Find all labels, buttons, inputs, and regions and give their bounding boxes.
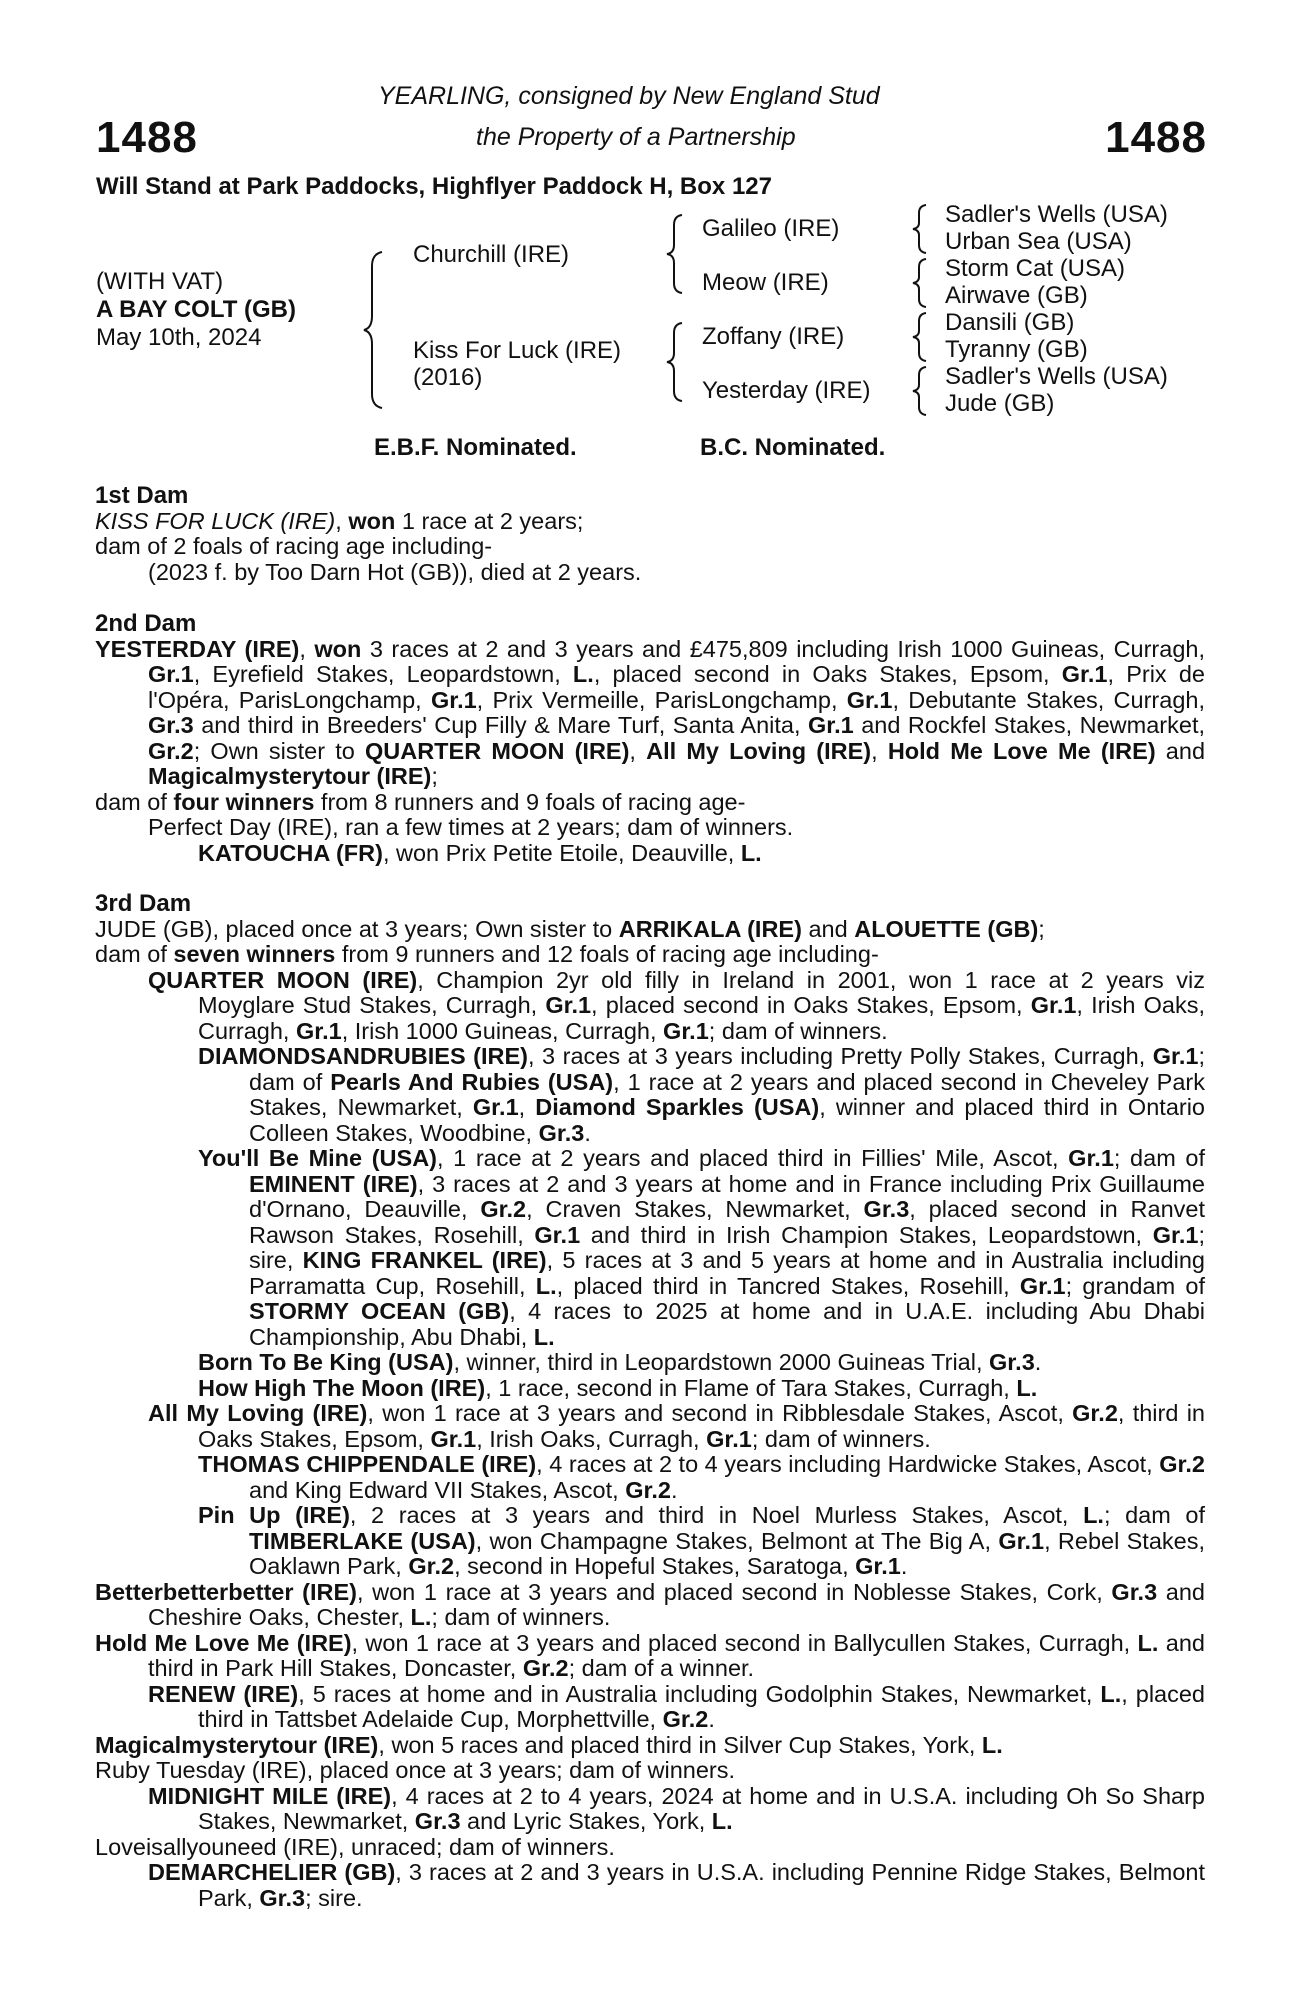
ggp-4: Airwave (GB) bbox=[945, 282, 1088, 309]
ggp-8: Jude (GB) bbox=[945, 390, 1055, 417]
lot-number-right: 1488 bbox=[1105, 113, 1207, 162]
second-dam-section bbox=[95, 611, 1205, 866]
brace-dam bbox=[664, 321, 688, 403]
second-dam-produce: dam of four winners from 8 runners and 9 foals of racing age- bbox=[95, 788, 746, 815]
stand-location: Will Stand at Park Paddocks, Highflyer Paddock H, Box 127 bbox=[96, 173, 772, 200]
ggp-3: Storm Cat (USA) bbox=[945, 255, 1126, 282]
entry-all-my-loving: All My Loving (IRE), won 1 race at 3 years and second in Ribblesdale Stakes, Ascot, Gr.2, third in Oaks Stakes, Epsom, Gr.1, Irish Oaks, Curragh, Gr.1; dam of winners. bbox=[148, 1400, 1206, 1452]
first-dam-won: won bbox=[348, 507, 396, 534]
ggp-2: Urban Sea (USA) bbox=[945, 228, 1132, 255]
brace-parents bbox=[360, 250, 390, 410]
first-dam-name: KISS FOR LUCK (IRE) bbox=[95, 507, 336, 534]
ggp-5: Dansili (GB) bbox=[945, 309, 1075, 336]
property-line: the Property of a Partnership bbox=[476, 123, 796, 151]
entry-renew: RENEW (IRE), 5 races at home and in Australia including Godolphin Stakes, Newmarket, L., placed third in Tattsbet Adelaide Cup, Morphettville, Gr.2. bbox=[148, 1680, 1205, 1732]
brace-sire bbox=[664, 213, 688, 295]
second-dam-title: 2nd Dam bbox=[95, 610, 197, 637]
brace-ggp-3 bbox=[910, 311, 932, 363]
third-dam-produce: dam of seven winners from 9 runners and 12 foals of racing age including- bbox=[95, 941, 879, 967]
second-dam-record: YESTERDAY (IRE), won 3 races at 2 and 3 years and £475,809 including Irish 1000 Guineas, Curragh, Gr.1, Eyrefield Stakes, Leopardstown, L., placed second in Oaks Stakes, Epsom, Gr.1, Prix de l'Opéra, ParisLongchamp, Gr.1, Prix Vermeille, ParisLongchamp, Gr.1, Debutante Stakes, Curragh, Gr.3 and third in Breeders' Cup Filly & Mare Turf, Santa Anita, Gr.1 and Rockfel Stakes, Newmarket, Gr.2; Own sister to QUARTER MOON (IRE), All My Loving (IRE), Hold Me Love Me (IRE) and Magicalmysterytour (IRE); bbox=[95, 635, 1206, 789]
entry-hold-me-love-me: Hold Me Love Me (IRE), won 1 race at 3 years and placed second in Ballycullen Stakes, Curragh, L. and third in Park Hill Stakes, Doncaster, Gr.2; dam of a winner. bbox=[95, 1629, 1205, 1681]
horse-name: A BAY COLT (GB) bbox=[96, 296, 297, 323]
brace-ggp-1 bbox=[910, 203, 932, 255]
second-dam-grandfoal: KATOUCHA (FR), won Prix Petite Etoile, Deauville, L. bbox=[198, 839, 762, 866]
sire-dam: Meow (IRE) bbox=[702, 269, 829, 296]
entry-demarchelier: DEMARCHELIER (GB), 3 races at 2 and 3 years in U.S.A. including Pennine Ridge Stakes, Belmont Park, Gr.3; sire. bbox=[148, 1859, 1205, 1911]
third-dam-section bbox=[95, 891, 1205, 1911]
consignor-line: YEARLING, consigned by New England Stud bbox=[378, 82, 880, 110]
first-dam-section bbox=[95, 483, 1205, 585]
third-dam-title: 3rd Dam bbox=[95, 890, 192, 917]
horse-dob: May 10th, 2024 bbox=[96, 324, 262, 351]
ggp-6: Tyranny (GB) bbox=[945, 336, 1088, 363]
first-dam-line: KISS FOR LUCK (IRE), won 1 race at 2 years; bbox=[95, 507, 584, 534]
entry-youll-be-mine: You'll Be Mine (USA), 1 race at 2 years and placed third in Fillies' Mile, Ascot, Gr.1; dam of EMINENT (IRE), 3 races at 2 and 3 years at home and in France including Prix Guillaume d'Ornano, Deauville, Gr.2, Craven Stakes, Newmarket, Gr.3, placed second in Ranvet Rawson Stakes, Rosehill, Gr.1 and third in Irish Champion Stakes, Leopardstown, Gr.1; sire, KING FRANKEL (IRE), 5 races at 3 and 5 years at home and in Australia including Parramatta Cup, Rosehill, L., placed third in Tancred Stakes, Rosehill, Gr.1; grandam of STORMY OCEAN (GB), 4 races to 2025 at home and in U.A.E. including Abu Dhabi Championship, Abu Dhabi, L. bbox=[198, 1145, 1205, 1350]
bc-nominated: B.C. Nominated. bbox=[700, 434, 886, 461]
entry-how-high-the-moon: How High The Moon (IRE), 1 race, second in Flame of Tara Stakes, Curragh, L. bbox=[198, 1374, 1038, 1401]
brace-ggp-2 bbox=[910, 257, 932, 309]
entry-betterbetterbetter: Betterbetterbetter (IRE), won 1 race at 3 years and placed second in Noblesse Stakes, Cork, Gr.3 and Cheshire Oaks, Chester, L.; dam of winners. bbox=[95, 1578, 1205, 1630]
first-dam-title: 1st Dam bbox=[95, 482, 189, 509]
entry-born-to-be-king: Born To Be King (USA), winner, third in Leopardstown 2000 Guineas Trial, Gr.3. bbox=[198, 1349, 1042, 1375]
entry-ruby-tuesday: Ruby Tuesday (IRE), placed once at 3 years; dam of winners. bbox=[95, 1757, 736, 1783]
first-dam-foal: (2023 f. by Too Darn Hot (GB)), died at 2 years. bbox=[148, 558, 642, 585]
dam-dam: Yesterday (IRE) bbox=[702, 377, 871, 404]
ebf-nominated: E.B.F. Nominated. bbox=[374, 434, 577, 461]
entry-quarter-moon: QUARTER MOON (IRE), Champion 2yr old filly in Ireland in 2001, won 1 race at 2 years viz Moyglare Stud Stakes, Curragh, Gr.1, placed second in Oaks Stakes, Epsom, Gr.1, Irish Oaks, Curragh, Gr.1, Irish 1000 Guineas, Curragh, Gr.1; dam of winners. bbox=[148, 966, 1205, 1044]
brace-ggp-4 bbox=[910, 365, 932, 417]
ggp-1: Sadler's Wells (USA) bbox=[945, 201, 1168, 228]
entry-diamondsandrubies: DIAMONDSANDRUBIES (IRE), 3 races at 3 years including Pretty Polly Stakes, Curragh, Gr.1; dam of Pearls And Rubies (USA), 1 race at 2 years and placed second in Cheveley Park Stakes, Newmarket, Gr.1, Diamond Sparkles (USA), winner and placed third in Ontario Colleen Stakes, Woodbine, Gr.3. bbox=[198, 1043, 1205, 1146]
vat-note: (WITH VAT) bbox=[96, 268, 224, 295]
first-dam-produce: dam of 2 foals of racing age including- bbox=[95, 533, 493, 559]
second-dam-foal-1: Perfect Day (IRE), ran a few times at 2 years; dam of winners. bbox=[148, 814, 794, 840]
entry-pin-up: Pin Up (IRE), 2 races at 3 years and third in Noel Murless Stakes, Ascot, L.; dam of TIMBERLAKE (USA), won Champagne Stakes, Belmont at The Big A, Gr.1, Rebel Stakes, Oaklawn Park, Gr.2, second in Hopeful Stakes, Saratoga, Gr.1. bbox=[198, 1502, 1206, 1579]
second-dam-name: YESTERDAY (IRE) bbox=[95, 635, 300, 662]
sire-sire: Galileo (IRE) bbox=[702, 215, 840, 242]
lot-number-left: 1488 bbox=[96, 113, 198, 162]
dam-year: (2016) bbox=[413, 364, 483, 391]
dam-sire: Zoffany (IRE) bbox=[702, 323, 845, 350]
entry-thomas-chippendale: THOMAS CHIPPENDALE (IRE), 4 races at 2 to 4 years including Hardwicke Stakes, Ascot, Gr.2 and King Edward VII Stakes, Ascot, Gr.2. bbox=[198, 1451, 1205, 1503]
ggp-7: Sadler's Wells (USA) bbox=[945, 363, 1168, 390]
entry-magicalmysterytour: Magicalmysterytour (IRE), won 5 races and placed third in Silver Cup Stakes, York, L. bbox=[95, 1731, 1003, 1758]
third-dam-intro: JUDE (GB), placed once at 3 years; Own sister to ARRIKALA (IRE) and ALOUETTE (GB); bbox=[95, 915, 1045, 942]
entry-loveisallyouneed: Loveisallyouneed (IRE), unraced; dam of winners. bbox=[95, 1833, 615, 1860]
sire-name: Churchill (IRE) bbox=[413, 241, 570, 268]
entry-midnight-mile: MIDNIGHT MILE (IRE), 4 races at 2 to 4 years, 2024 at home and in U.S.A. including Oh So Sharp Stakes, Newmarket, Gr.3 and Lyric Stakes, York, L. bbox=[148, 1782, 1205, 1834]
dam-name: Kiss For Luck (IRE) bbox=[413, 337, 622, 364]
